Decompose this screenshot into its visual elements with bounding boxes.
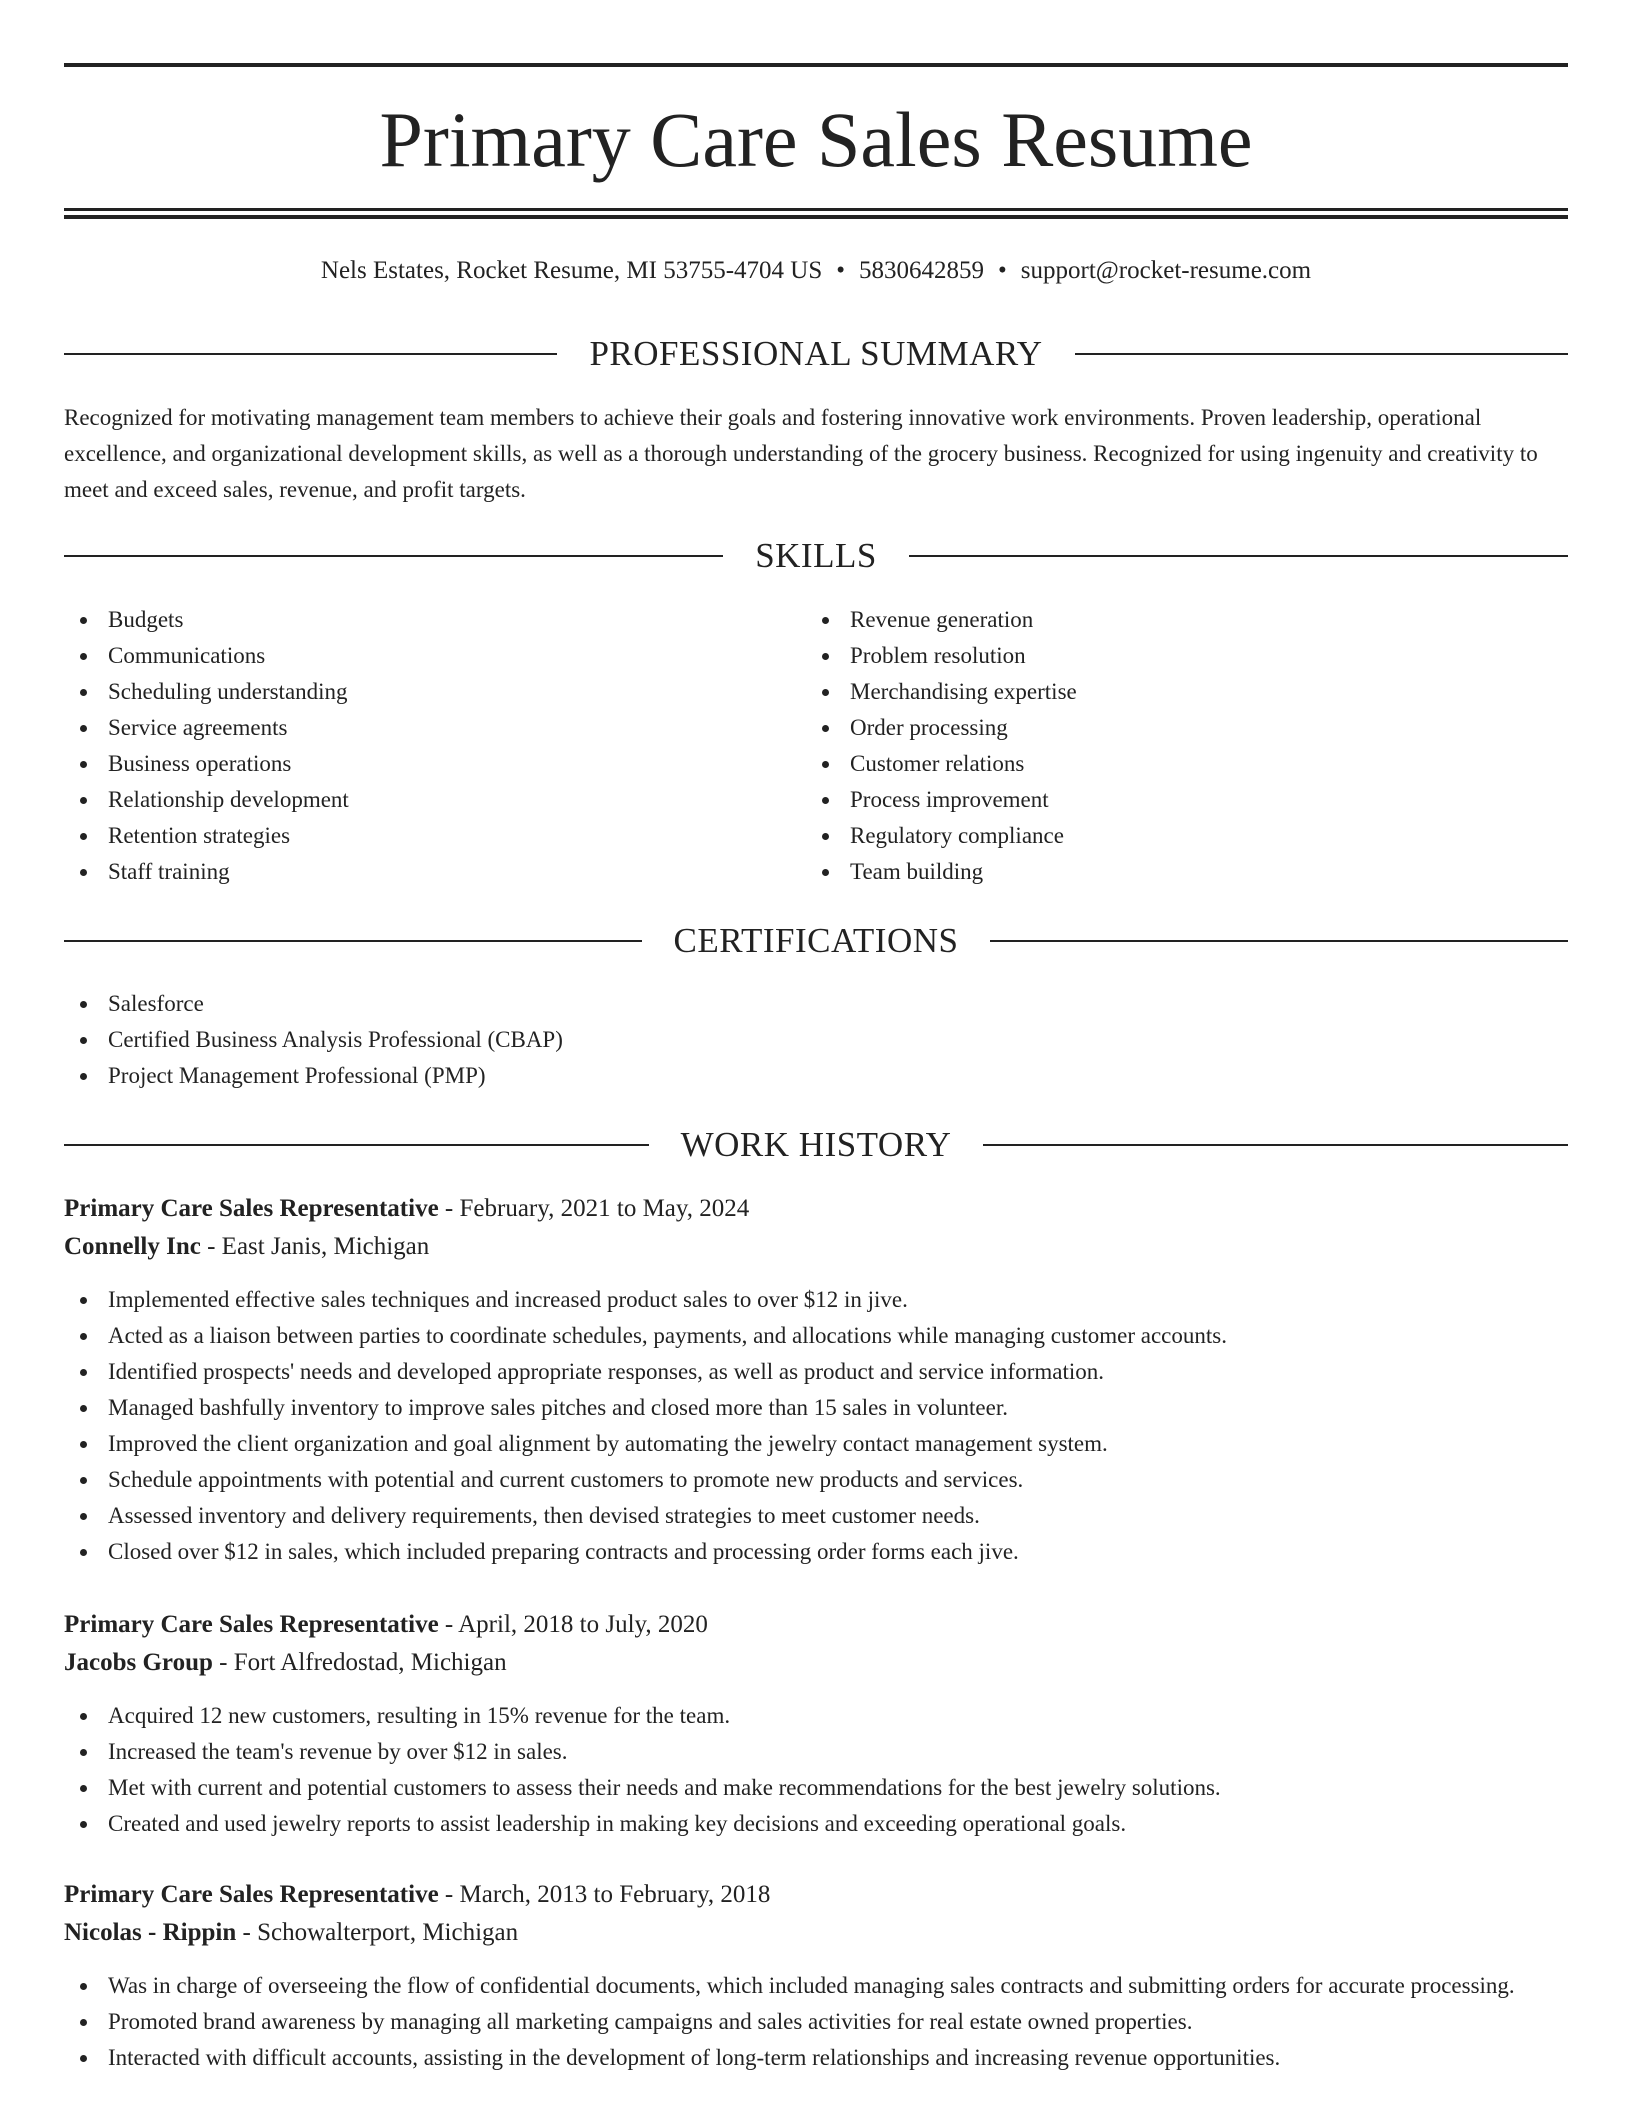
list-item: Relationship development [64,782,744,818]
skills-column-left [64,602,744,890]
contact-email: support@rocket-resume.com [1020,257,1312,284]
list-item: Improved the client organization and goal alignment by automating the jewelry contact management system. [64,1426,1568,1462]
job-title-line [64,1606,1568,1644]
certifications [64,986,1568,1094]
list-item: Promoted brand awareness by managing all marketing campaigns and sales activities for real estate owned properties. [64,2004,1568,2040]
list-item: Budgets [64,602,744,638]
section-rule [64,555,723,557]
list-item: Closed over $12 in sales, which included preparing contracts and processing order forms each jive. [64,1534,1568,1570]
dash: - [444,1195,454,1222]
list-item: Retention strategies [64,818,744,854]
job-company: Jacobs Group [64,1649,213,1676]
job-company: Nicolas - Rippin [64,1919,237,1946]
section-rule [1075,353,1568,355]
top-rule [64,63,1568,67]
section-title-skills: SKILLS [755,536,877,575]
job-location: Schowalterport, Michigan [257,1919,519,1946]
list-item: Acted as a liaison between parties to coordinate schedules, payments, and allocations while managing customer accounts. [64,1318,1568,1354]
list-item: Regulatory compliance [806,818,1486,854]
contact-line [64,254,1568,288]
job-title: Primary Care Sales Representative [64,1195,439,1222]
section-header-summary [64,332,1568,376]
job-entry [64,1876,1568,2076]
skills-list-left [64,602,744,890]
list-item: Identified prospects' needs and developed appropriate responses, as well as product and service information. [64,1354,1568,1390]
job-company-line [64,1914,1568,1952]
section-title-certifications: CERTIFICATIONS [673,921,959,960]
job-entry [64,1606,1568,1842]
job-location: Fort Alfredostad, Michigan [233,1649,507,1676]
list-item: Schedule appointments with potential and current customers to promote new products and services. [64,1462,1568,1498]
section-title-work-history: WORK HISTORY [680,1125,952,1164]
list-item: Revenue generation [806,602,1486,638]
job-bullets [64,1698,1568,1842]
dash: - [444,1611,454,1638]
list-item: Customer relations [806,746,1486,782]
contact-phone: 5830642859 [859,257,985,284]
list-item: Project Management Professional (PMP) [64,1058,1568,1094]
list-item: Staff training [64,854,744,890]
job-title: Primary Care Sales Representative [64,1881,439,1908]
list-item: Order processing [806,710,1486,746]
contact-separator: • [998,257,1007,284]
job-title: Primary Care Sales Representative [64,1611,439,1638]
list-item: Created and used jewelry reports to assist leadership in making key decisions and exceeding operational goals. [64,1806,1568,1842]
contact-separator: • [836,257,846,284]
title-double-rule [64,208,1568,219]
skills-column-right [806,602,1486,890]
section-header-certifications [64,919,1568,963]
dash: - [207,1233,216,1260]
list-item: Salesforce [64,986,1568,1022]
job-bullets [64,1968,1568,2076]
job-dates: February, 2021 to May, 2024 [459,1195,750,1222]
list-item: Communications [64,638,744,674]
job-title-line [64,1876,1568,1914]
list-item: Was in charge of overseeing the flow of confidential documents, which included managing sales contracts and submitting orders for accurate processing. [64,1968,1568,2004]
certifications-list [64,986,1568,1094]
list-item: Scheduling understanding [64,674,744,710]
contact-address: Nels Estates, Rocket Resume, MI 53755-4704 US [320,257,823,284]
list-item: Acquired 12 new customers, resulting in 15% revenue for the team. [64,1698,1568,1734]
list-item: Problem resolution [806,638,1486,674]
dash: - [219,1649,228,1676]
dash: - [242,1919,251,1946]
section-header-skills [64,534,1568,578]
job-company: Connelly Inc [64,1233,201,1260]
summary-text: Recognized for motivating management team members to achieve their goals and fostering innovative work environments. Proven leadership, operational excellence, and organizational development skills, as well as a thorough understanding of the grocery business. Recognized for using ingenuity and creativity to meet and exceed sales, revenue, and profit targets. [64,405,1538,502]
job-dates: March, 2013 to February, 2018 [459,1881,771,1908]
list-item: Increased the team's revenue by over $12 in sales. [64,1734,1568,1770]
list-item: Team building [806,854,1486,890]
section-rule [909,555,1568,557]
job-bullets [64,1282,1568,1570]
job-dates: April, 2018 to July, 2020 [458,1611,708,1638]
skills-list-right [806,602,1486,890]
list-item: Assessed inventory and delivery requirements, then devised strategies to meet customer needs. [64,1498,1568,1534]
list-item: Merchandising expertise [806,674,1486,710]
list-item: Business operations [64,746,744,782]
list-item: Process improvement [806,782,1486,818]
list-item: Certified Business Analysis Professional (CBAP) [64,1022,1568,1058]
list-item: Met with current and potential customers to assess their needs and make recommendations for the best jewelry solutions. [64,1770,1568,1806]
dash: - [444,1881,454,1908]
section-rule [64,1144,649,1146]
section-header-work-history [64,1123,1568,1167]
job-title-line [64,1190,1568,1228]
section-rule [983,1144,1568,1146]
resume-title: Primary Care Sales Resume [379,96,1253,183]
job-company-line [64,1644,1568,1682]
section-rule [990,940,1568,942]
list-item: Implemented effective sales techniques and increased product sales to over $12 in jive. [64,1282,1568,1318]
list-item: Service agreements [64,710,744,746]
list-item: Interacted with difficult accounts, assisting in the development of long-term relationships and increasing revenue opportunities. [64,2040,1568,2076]
job-entry [64,1190,1568,1570]
section-rule [64,353,557,355]
list-item: Managed bashfully inventory to improve sales pitches and closed more than 15 sales in volunteer. [64,1390,1568,1426]
section-title-summary: PROFESSIONAL SUMMARY [589,334,1043,373]
job-company-line [64,1228,1568,1266]
section-rule [64,940,642,942]
job-location: East Janis, Michigan [221,1233,430,1260]
